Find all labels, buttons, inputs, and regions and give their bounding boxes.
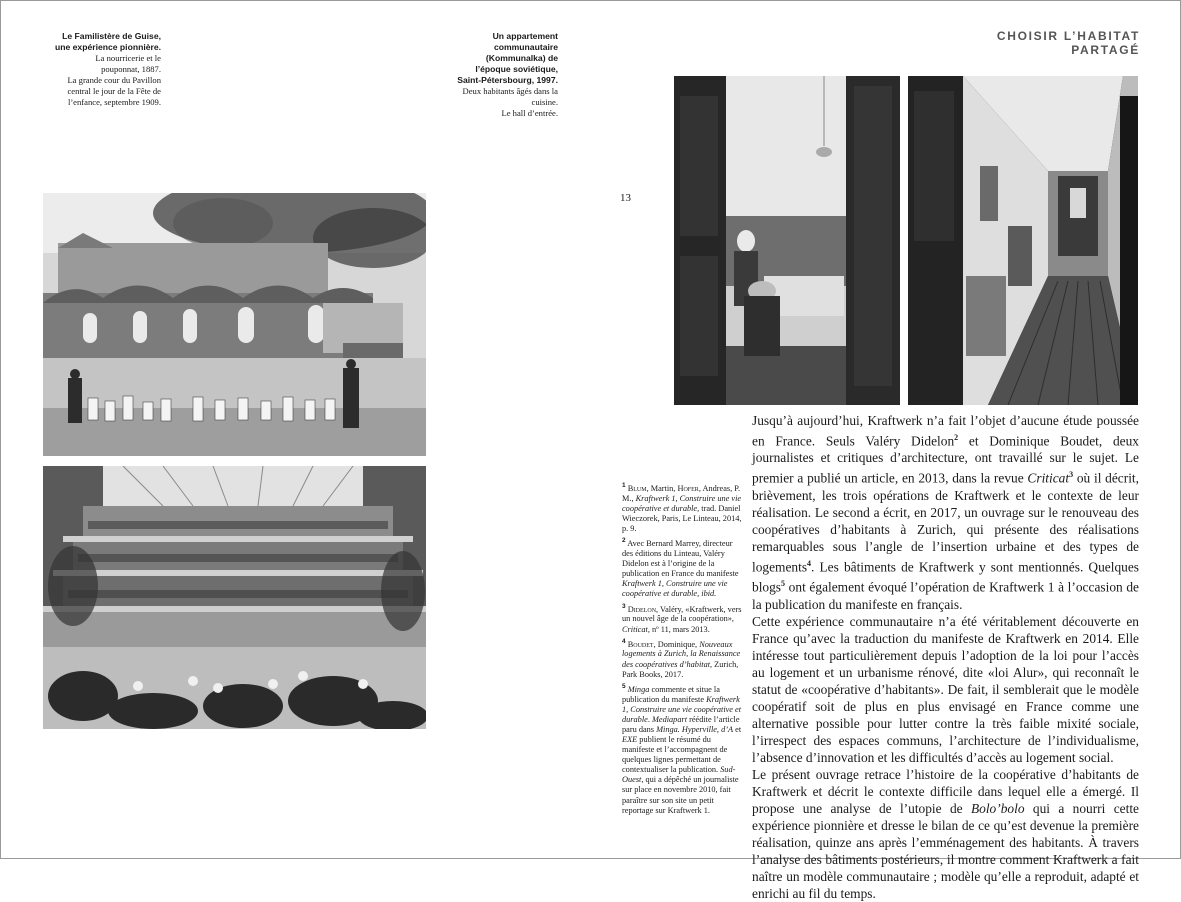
photo-hall-entree <box>908 76 1138 405</box>
body-paragraph: Le présent ouvrage retrace l’histoire de la coopérative d’habitants de Kraftwerk et décrit le contexte difficile dans lequel elle a émergé. Il propose une analyse de l’utopie de Bolo’bolo qui a nourri cette expérience pionnière et dresse le bilan de ce qu’est devenue la première réalisation, quinze ans après l’emménagement des habitants. À travers l’analyse des bâtiments postérieurs, il montre comment Kraftwerk a fait naître un modèle communautaire ; modèle qu’elle a reproduit, adapté et enrichi au fil du temps. <box>752 766 1139 901</box>
body-text <box>752 412 1139 902</box>
footnote: $^3$ Didelon, Valéry, «Kraftwerk, vers un nouvel âge de la coopération», Criticat, nº 11, mars 2013. <box>622 602 742 634</box>
footnote: $^4$ Boudet, Dominique, Nouveaux logements à Zurich, la Renaissance des coopératives d’habitat, Zurich, Park Books, 2017. <box>622 637 741 679</box>
caption-title: (Kommunalka) de <box>485 53 558 63</box>
caption-line: Deux habitants âgés dans la <box>462 86 558 96</box>
footnote-text: Boudet, Dominique, Nouveaux logements à Zurich, la Renaissance des coopératives d’habitat, Zurich, Park Books, 2017. <box>622 639 741 679</box>
caption-line: pouponnat, 1887. <box>101 64 161 74</box>
caption-line: Le hall d’entrée. <box>501 108 558 118</box>
photo-nourricerie <box>43 193 426 456</box>
footnote-text: Minga commente et situe la publication du manifeste Kraftwerk 1, Construire une vie coopérative et durable. Mediapart réédite l’article paru dans Minga. Hyperville, d’A et EXE publient le résumé du manifeste et l’accompagnent de quelques lignes permettant de contextualiser la publication. Sud-Ouest, qui a dépêché un journaliste sur place en novembre 2010, fait paraître sur son site un petit reportage sur Kraftwerk 1. <box>622 684 742 815</box>
caption-title: Le Familistère de Guise, <box>62 31 161 41</box>
body-paragraph: Cette expérience communautaire n’a été véritablement découverte en France qu’avec la traduction du manifeste de Kraftwerk en 2014. Elle intéresse tout particulièrement depuis l’adoption de la loi pour l’accès au logement et un urbanisme rénové, dite «loi Alur», qui reconnaît le statut de «coopérative d’habitants». De fait, il semblerait que le modèle coopératif soit de plus en plus envisagé en France comme une alternative possible pour lutter contre la très faible mixité sociale, l’irrespect des espaces communs, l’architecture de l’individualisme, l’absence d’innovation et les difficultés d’accès au logement social. <box>752 613 1139 765</box>
caption-line: La grande cour du Pavillon <box>67 75 161 85</box>
caption-title: une expérience pionnière. <box>54 42 161 52</box>
footnote-text: Blum, Martin, Hofer, Andreas, P. M., Kraftwerk 1, Construire une vie coopérative et durable, trad. Daniel Wieczorek, Paris, Le Linteau, 2014, p. 9. <box>622 483 742 534</box>
caption-familistere <box>20 31 161 108</box>
caption-title: l’époque soviétique, <box>475 64 558 74</box>
caption-kommunalka <box>420 31 558 119</box>
caption-line: central le jour de la Fête de <box>67 86 161 96</box>
caption-title: communautaire <box>494 42 558 52</box>
footnote: $^2$ Avec Bernard Marrey, directeur des éditions du Linteau, Valéry Didelon est à l’origine de la publication en France du manifeste Kraftwerk 1, Construire une vie coopérative et durable, ibid. <box>622 537 739 599</box>
photo-grande-cour <box>43 466 426 729</box>
caption-title: Un appartement <box>492 31 558 41</box>
footnote: $^5$ Minga commente et situe la publication du manifeste Kraftwerk 1, Construire une vie coopérative et durable. Mediapart réédite l’article paru dans Minga. Hyperville, d’A et EXE publient le résumé du manifeste et l’accompagnent de quelques lignes permettant de contextualiser la publication. Sud-Ouest, qui a dépêché un journaliste sur place en novembre 2010, fait paraître sur son site un petit reportage sur Kraftwerk 1. <box>622 682 742 815</box>
body-paragraph: Jusqu’à aujourd’hui, Kraftwerk n’a fait l’objet d’aucune étude poussée en France. Seuls Valéry Didelon$^2$ et Dominique Boudet, deux journalistes et critiques d’architecture, ont travaillé sur le sujet. Le premier a publié un article, en 2013, dans la revue Criticat$^3$ où il décrit, brièvement, les trois opérations de Kraftwerk et le contexte de leur réalisation. Le second a écrit, en 2017, un ouvrage sur le renouveau des coopératives d’habitants à Zurich, qui présente des réalisations remarquables sous l’angle de l’insertion urbaine et des types de logements$^4$. Les bâtiments de Kraftwerk y sont mentionnés. Quelques blogs$^5$ ont également évoqué l’opération de Kraftwerk 1 à l’occasion de la publication du manifeste en français. <box>752 413 1139 612</box>
caption-title: Saint-Pétersbourg, 1997. <box>457 75 558 85</box>
running-header: CHOISIR L’HABITAT PARTAGÉ <box>996 29 1140 57</box>
footnote-text: Didelon, Valéry, «Kraftwerk, vers un nouvel âge de la coopération», Criticat, nº 11, mars 2013. <box>622 604 742 634</box>
page-number: 13 <box>620 192 631 204</box>
caption-line: La nourricerie et le <box>95 53 161 63</box>
caption-line: l’enfance, septembre 1909. <box>67 97 161 107</box>
footnote-text: Avec Bernard Marrey, directeur des éditions du Linteau, Valéry Didelon est à l’origine de la publication en France du manifeste Kraftwerk 1, Construire une vie coopérative et durable, ibid. <box>622 539 739 599</box>
footnote: $^1$ Blum, Martin, Hofer, Andreas, P. M., Kraftwerk 1, Construire une vie coopérative et durable, trad. Daniel Wieczorek, Paris, Le Linteau, 2014, p. 9. <box>622 482 742 534</box>
photo-cuisine <box>674 76 900 405</box>
caption-line: cuisine. <box>531 97 558 107</box>
footnotes <box>622 481 744 818</box>
